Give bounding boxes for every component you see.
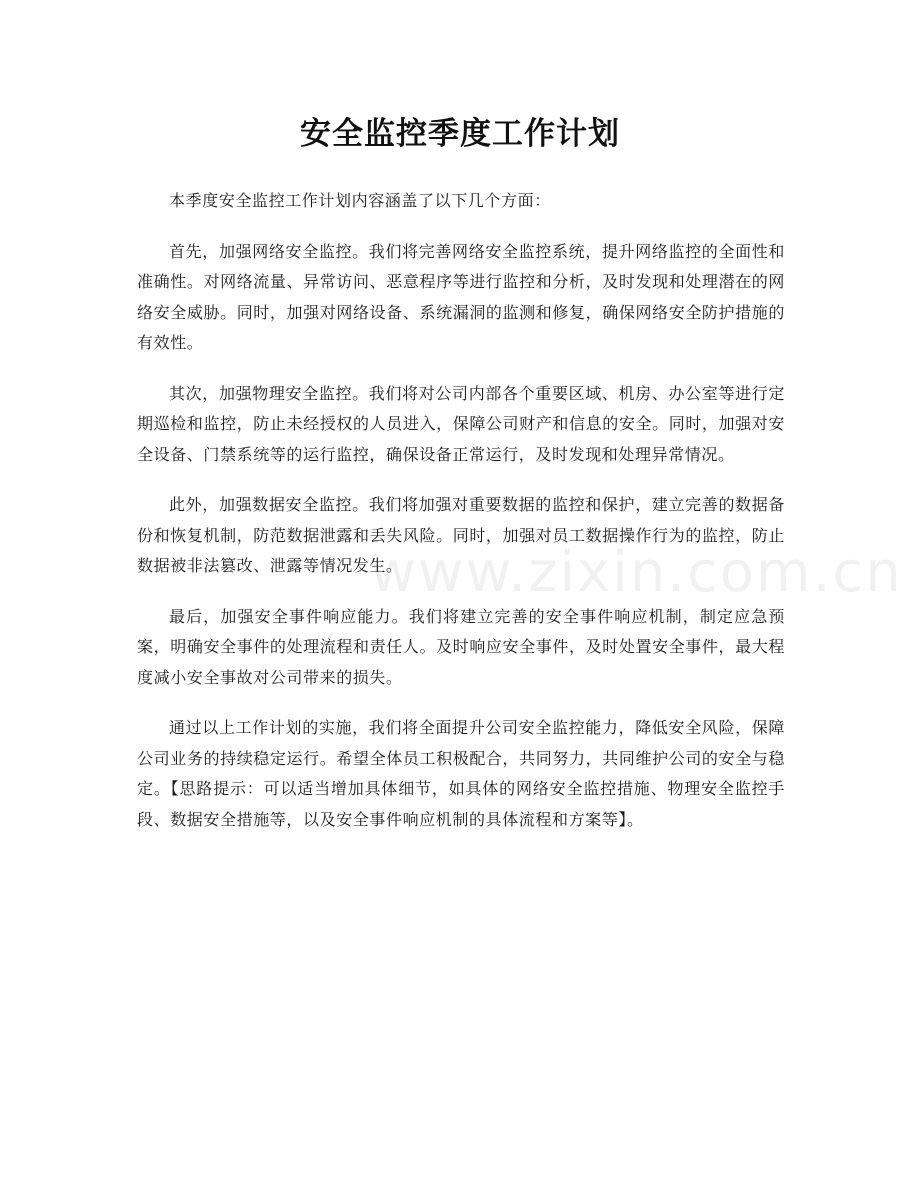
physical-security-paragraph: 其次，加强物理安全监控。我们将对公司内部各个重要区域、机房、办公室等进行定期巡检和监控，防止未经授权的人员进入，保障公司财产和信息的安全。同时，加强对安全设备、门禁系统等的运行监控，确保设备正常运行，及时发现和处理异常情况。 xyxy=(137,383,785,464)
intro-paragraph: 本季度安全监控工作计划内容涵盖了以下几个方面： xyxy=(169,191,551,210)
document-title: 安全监控季度工作计划 xyxy=(300,116,620,152)
data-security-paragraph: 此外，加强数据安全监控。我们将加强对重要数据的监控和保护，建立完善的数据备份和恢复机制，防范数据泄露和丢失风险。同时，加强对员工数据操作行为的监控，防止数据被非法篡改、泄露等情况发生。 xyxy=(137,495,785,575)
conclusion-paragraph: 通过以上工作计划的实施，我们将全面提升公司安全监控能力，降低安全风险，保障公司业务的持续稳定运行。希望全体员工积极配合，共同努力，共同维护公司的安全与稳定。【思路提示：可以适当增加具体细节，如具体的网络安全监控措施、物理安全监控手段、数据安全措施等，以及安全事件响应机制的具体流程和方案等】。 xyxy=(137,718,785,829)
network-security-paragraph: 首先，加强网络安全监控。我们将完善网络安全监控系统，提升网络监控的全面性和准确性。对网络流量、异常访问、恶意程序等进行监控和分析，及时发现和处理潜在的网络安全威胁。同时，加强对网络设备、系统漏洞的监测和修复，确保网络安全防护措施的有效性。 xyxy=(137,241,785,352)
watermark: www.zixin.com.cn xyxy=(370,540,903,605)
document-body xyxy=(137,186,785,855)
incident-response-paragraph: 最后，加强安全事件响应能力。我们将建立完善的安全事件响应机制，制定应急预案，明确安全事件的处理流程和责任人。及时响应安全事件，及时处置安全事件，最大程度减小安全事故对公司带来的损失。 xyxy=(137,606,785,687)
